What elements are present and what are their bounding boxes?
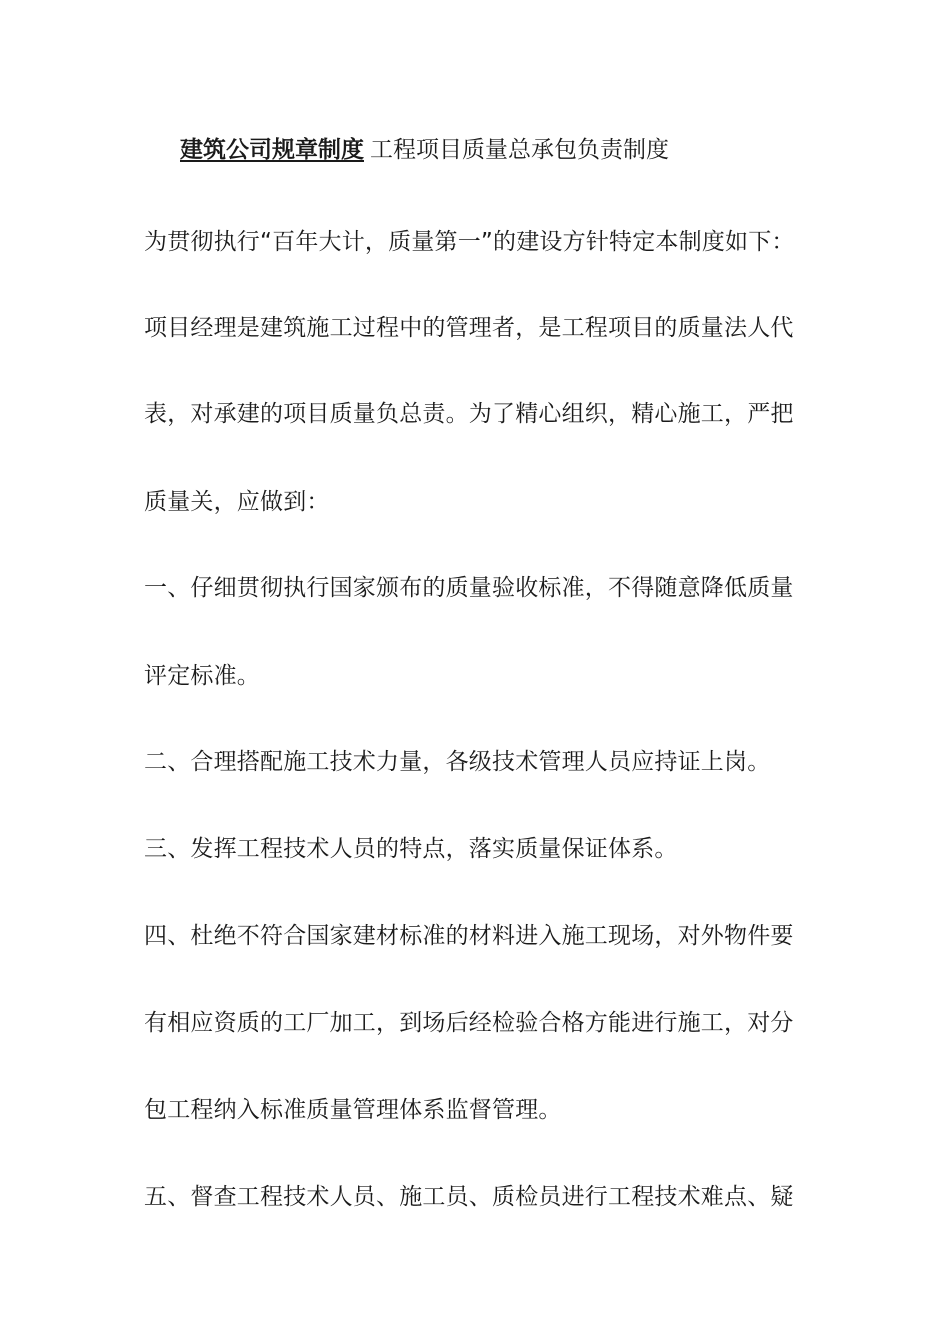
list-item-four-cont: 有相应资质的工厂加工，到场后经检验合格方能进行施工，对分 (144, 1010, 794, 1036)
paragraph-line: 质量关，应做到： (144, 489, 330, 515)
list-item-two: 二、合理搭配施工技术力量，各级技术管理人员应持证上岗。 (144, 749, 771, 775)
paragraph-line: 项目经理是建筑施工过程中的管理者，是工程项目的质量法人代 (144, 315, 794, 341)
list-item-three: 三、发挥工程技术人员的特点，落实质量保证体系。 (144, 836, 678, 862)
list-item-five: 五、督查工程技术人员、施工员、质检员进行工程技术难点、疑 (144, 1184, 794, 1210)
list-item-one-cont: 评定标准。 (144, 663, 260, 689)
paragraph-line: 表，对承建的项目质量负总责。为了精心组织，精心施工，严把 (144, 401, 794, 427)
title-company-heading: 建筑公司规章制度 (180, 137, 364, 163)
title-system-name: 工程项目质量总承包负责制度 (370, 137, 669, 163)
paragraph-intro: 为贯彻执行“百年大计，质量第一”的建设方针特定本制度如下： (144, 229, 795, 255)
list-item-one: 一、仔细贯彻执行国家颁布的质量验收标准，不得随意降低质量 (144, 575, 794, 601)
list-item-four: 四、杜绝不符合国家建材标准的材料进入施工现场，对外物件要 (144, 923, 794, 949)
list-item-four-cont: 包工程纳入标准质量管理体系监督管理。 (144, 1097, 562, 1123)
document-title (180, 133, 669, 167)
